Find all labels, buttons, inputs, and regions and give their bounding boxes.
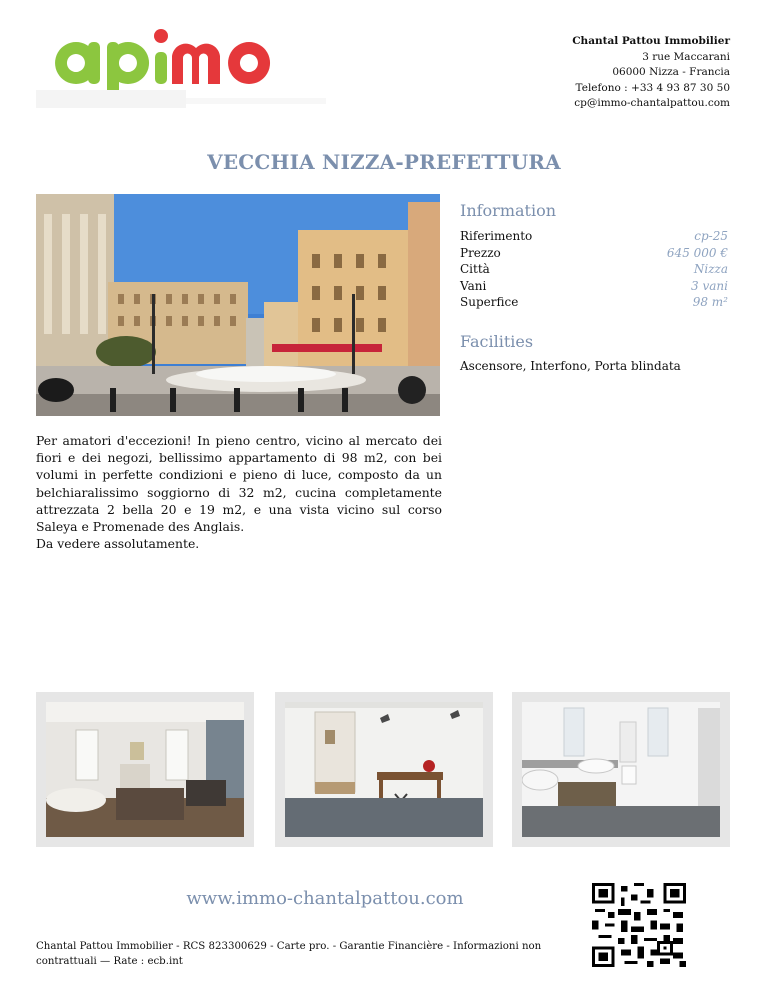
facilities-heading: Facilities [460, 332, 534, 351]
info-label: Riferimento [460, 229, 533, 243]
info-row-city [460, 261, 728, 278]
information-heading: Information [460, 201, 557, 220]
info-value: 98 m² [692, 295, 728, 309]
info-label: Prezzo [460, 245, 501, 260]
agency-street: 3 rue Maccarani [642, 50, 730, 63]
agency-phone: Telefono : +33 4 93 87 30 50 [575, 81, 730, 94]
info-value: 645 000 € [666, 245, 728, 260]
hero-photo[interactable] [36, 194, 440, 416]
info-row-reference [460, 228, 728, 245]
website-link[interactable]: www.immo-chantalpattou.com [186, 888, 464, 909]
info-value: cp-25 [694, 229, 728, 243]
info-value: Nizza [693, 262, 728, 276]
info-label: Vani [460, 278, 487, 293]
agency-city: 06000 Nizza - Francia [612, 66, 730, 78]
agency-name: Chantal Pattou Immobilier [572, 35, 730, 47]
listing-title: VECCHIA NIZZA-PREFETTURA [207, 150, 561, 174]
listing-description [36, 432, 442, 552]
info-label: Città [460, 262, 490, 276]
photo-thumbnail-bathroom[interactable] [512, 692, 730, 847]
agency-email[interactable]: cp@immo-chantalpattou.com [574, 97, 730, 109]
apimo-logo [36, 18, 326, 110]
information-table [460, 228, 728, 311]
info-value: 3 vani [691, 278, 728, 293]
info-row-surface [460, 294, 728, 311]
info-row-price [460, 245, 728, 262]
description-closing: Da vedere assolutamente. [36, 536, 200, 552]
qr-code[interactable] [592, 883, 686, 967]
photo-thumbnail-bedroom[interactable] [275, 692, 493, 847]
description-paragraph: Per amatori d'eccezioni! In pieno centro, vicino al mercato dei fiori e dei negozi, bellissimo appartamento di 98 m2, con bei volumi in perfette condizioni e pieno di luce, composto da un belchiaralissimo soggiorno di 32 m2, cucina completamente attrezzata 2 bella 20 e 19 m2, e una vista vicino sul corso Saleya e Promenade des Anglais. [36, 433, 442, 535]
info-row-rooms [460, 278, 728, 295]
legal-footer: Chantal Pattou Immobilier - RCS 823300629 - Carte pro. - Garantie Financière - Informazioni non contrattuali — Rate : ecb.int [36, 941, 542, 967]
facilities-list: Ascensore, Interfono, Porta blindata [460, 359, 681, 373]
info-label: Superfice [460, 295, 519, 309]
agency-address [572, 34, 730, 112]
photo-thumbnail-living-room[interactable] [36, 692, 254, 847]
